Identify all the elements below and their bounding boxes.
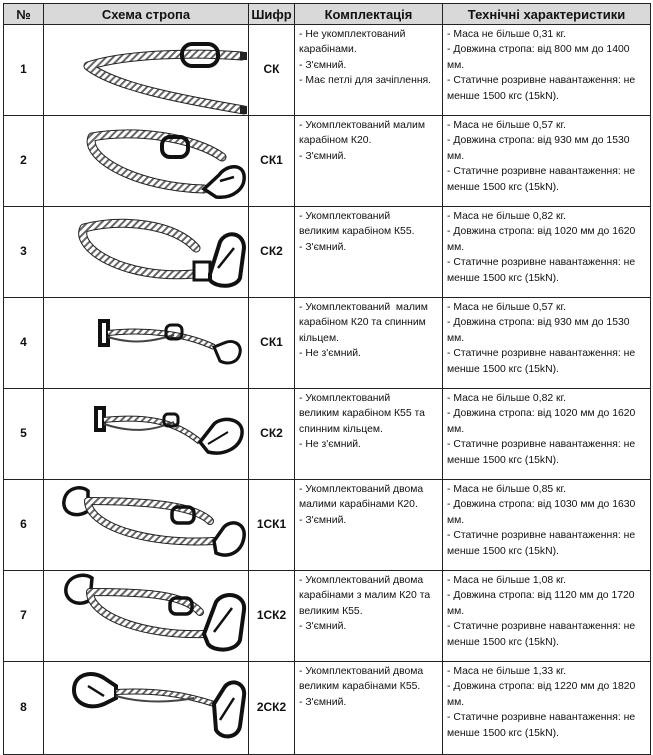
- spec-line: мм.: [447, 241, 465, 253]
- row-number: 5: [4, 389, 44, 480]
- specs-cell: [443, 571, 651, 662]
- kit-line: - Має петлі для зачіплення.: [299, 75, 432, 87]
- row-code: 1СК2: [249, 571, 295, 662]
- table-row: [4, 298, 651, 389]
- row-number: 4: [4, 298, 44, 389]
- kit-line: великим карабіном К55.: [299, 226, 415, 238]
- spec-line: мм.: [447, 150, 465, 162]
- rope-lanyard-small-carabiner-icon: [44, 117, 247, 206]
- row-code: СК2: [249, 207, 295, 298]
- table-row: [4, 480, 651, 571]
- kit-line: кільцем.: [299, 332, 339, 344]
- rope-lanyard-ring-large-carabiner-icon: [44, 390, 247, 479]
- kit-line: малими карабінами К20.: [299, 499, 418, 511]
- specs-cell: [443, 207, 651, 298]
- spec-line: менше 1500 кгс (15kN).: [447, 90, 559, 102]
- kit-line: великим К55.: [299, 605, 363, 617]
- specs-cell: [443, 480, 651, 571]
- kit-line: - З'ємний.: [299, 621, 347, 633]
- kit-cell: [295, 389, 443, 480]
- scheme-cell: [44, 116, 249, 207]
- spec-line: - Маса не більше 0,31 кг.: [447, 29, 566, 40]
- rope-lanyard-ring-small-carabiner-icon: [44, 299, 247, 388]
- kit-cell: [295, 662, 443, 755]
- spec-line: менше 1500 кгс (15kN).: [447, 545, 559, 557]
- table-row: [4, 116, 651, 207]
- spec-line: - Маса не більше 1,08 кг.: [447, 575, 566, 586]
- spec-line: мм.: [447, 423, 465, 435]
- kit-cell: [295, 25, 443, 116]
- rope-lanyard-two-large-carabiners-icon: [44, 664, 247, 753]
- kit-line: - Не з'ємний.: [299, 348, 361, 360]
- spec-line: - Маса не більше 0,85 кг.: [447, 484, 566, 495]
- table-row: [4, 207, 651, 298]
- spec-line: - Довжина стропа: від 930 мм до 1530: [447, 317, 630, 329]
- row-number: 7: [4, 571, 44, 662]
- kit-line: карабіном К20.: [299, 135, 372, 147]
- scheme-cell: [44, 662, 249, 755]
- specs-cell: [443, 298, 651, 389]
- row-number: 8: [4, 662, 44, 755]
- table-row: [4, 571, 651, 662]
- rope-lanyard-with-loops-icon: [44, 26, 247, 115]
- spec-line: - Довжина стропа: від 1120 мм до 1720: [447, 590, 635, 602]
- row-code: СК1: [249, 298, 295, 389]
- spec-line: - Маса не більше 1,33 кг.: [447, 666, 566, 677]
- spec-line: - Маса не більше 0,57 кг.: [447, 302, 566, 313]
- kit-cell: [295, 298, 443, 389]
- scheme-cell: [44, 207, 249, 298]
- spec-line: менше 1500 кгс (15kN).: [447, 636, 559, 648]
- rope-lanyard-two-small-carabiners-icon: [44, 481, 247, 570]
- table-header-row: [4, 4, 651, 25]
- spec-line: - Статичне розривне навантаження: не: [447, 257, 636, 269]
- spec-line: - Довжина стропа: від 1020 мм до 1620: [447, 408, 636, 420]
- spec-line: менше 1500 кгс (15kN).: [447, 181, 559, 193]
- spec-line: - Довжина стропа: від 1030 мм до 1630: [447, 499, 636, 511]
- spec-line: - Довжина стропа: від 930 мм до 1530: [447, 135, 630, 147]
- kit-line: - Укомплектований двома: [299, 484, 424, 495]
- kit-line: - З'ємний.: [299, 59, 347, 71]
- kit-cell: [295, 571, 443, 662]
- row-number: 6: [4, 480, 44, 571]
- row-code: СК1: [249, 116, 295, 207]
- kit-line: - З'ємний.: [299, 150, 347, 162]
- spec-line: - Довжина стропа: від 1020 мм до 1620: [447, 226, 636, 238]
- spec-line: - Маса не більше 0,82 кг.: [447, 211, 566, 222]
- row-code: СК: [249, 25, 295, 116]
- kit-line: великим карабінами К55.: [299, 681, 421, 693]
- scheme-cell: [44, 480, 249, 571]
- kit-line: - Не з'ємний.: [299, 439, 361, 451]
- scheme-cell: [44, 389, 249, 480]
- kit-cell: [295, 480, 443, 571]
- row-code: 2СК2: [249, 662, 295, 755]
- spec-line: - Довжина стропа: від 800 мм до 1400: [447, 44, 630, 56]
- spec-line: мм.: [447, 605, 465, 617]
- rope-lanyard-large-carabiner-icon: [44, 208, 247, 297]
- kit-line: - Укомплектований: [299, 393, 391, 404]
- kit-line: великим карабіном К55 та: [299, 408, 425, 420]
- scheme-cell: [44, 298, 249, 389]
- kit-line: - Укомплектований двома: [299, 575, 424, 586]
- specs-cell: [443, 116, 651, 207]
- header-code: Шифр: [249, 4, 295, 25]
- specs-cell: [443, 25, 651, 116]
- spec-line: - Довжина стропа: від 1220 мм до 1820: [447, 681, 636, 693]
- header-specs: Технічні характеристики: [443, 4, 651, 25]
- scheme-cell: [44, 25, 249, 116]
- row-number: 1: [4, 25, 44, 116]
- spec-line: - Статичне розривне навантаження: не: [447, 712, 636, 724]
- kit-line: карабіном К20 та спинним: [299, 317, 426, 329]
- spec-line: - Маса не більше 0,82 кг.: [447, 393, 566, 404]
- spec-line: мм.: [447, 59, 465, 71]
- spec-line: - Статичне розривне навантаження: не: [447, 75, 636, 87]
- spec-line: - Статичне розривне навантаження: не: [447, 530, 636, 542]
- row-number: 2: [4, 116, 44, 207]
- kit-line: карабінами з малим К20 та: [299, 590, 431, 602]
- header-kit: Комплектація: [295, 4, 443, 25]
- kit-line: - З'ємний.: [299, 241, 347, 253]
- spec-line: менше 1500 кгс (15kN).: [447, 363, 559, 375]
- row-code: 1СК1: [249, 480, 295, 571]
- lanyard-spec-table: [3, 3, 651, 755]
- kit-line: - З'ємний.: [299, 696, 347, 708]
- table-row: [4, 662, 651, 755]
- kit-cell: [295, 116, 443, 207]
- kit-line: - Укомплектований малим: [299, 120, 425, 131]
- kit-line: - Не укомплектований: [299, 29, 406, 40]
- rope-lanyard-small-and-large-carabiners-icon: [44, 572, 247, 661]
- row-code: СК2: [249, 389, 295, 480]
- kit-line: - Укомплектований двома: [299, 666, 424, 677]
- kit-line: карабінами.: [299, 44, 357, 56]
- spec-line: мм.: [447, 514, 465, 526]
- kit-line: спинним кільцем.: [299, 423, 383, 435]
- spec-line: менше 1500 кгс (15kN).: [447, 727, 559, 739]
- spec-line: менше 1500 кгс (15kN).: [447, 272, 559, 284]
- spec-line: менше 1500 кгс (15kN).: [447, 454, 559, 466]
- spec-line: мм.: [447, 696, 465, 708]
- kit-line: - З'ємний.: [299, 514, 347, 526]
- row-number: 3: [4, 207, 44, 298]
- spec-line: - Статичне розривне навантаження: не: [447, 166, 636, 178]
- kit-line: - Укомплектований малим: [299, 302, 428, 313]
- specs-cell: [443, 389, 651, 480]
- kit-cell: [295, 207, 443, 298]
- specs-cell: [443, 662, 651, 755]
- spec-line: - Статичне розривне навантаження: не: [447, 621, 636, 633]
- table-row: [4, 389, 651, 480]
- header-scheme: Схема стропа: [44, 4, 249, 25]
- spec-line: мм.: [447, 332, 465, 344]
- scheme-cell: [44, 571, 249, 662]
- spec-line: - Статичне розривне навантаження: не: [447, 439, 636, 451]
- spec-line: - Статичне розривне навантаження: не: [447, 348, 636, 360]
- spec-line: - Маса не більше 0,57 кг.: [447, 120, 566, 131]
- header-num: №: [4, 4, 44, 25]
- table-row: [4, 25, 651, 116]
- kit-line: - Укомплектований: [299, 211, 391, 222]
